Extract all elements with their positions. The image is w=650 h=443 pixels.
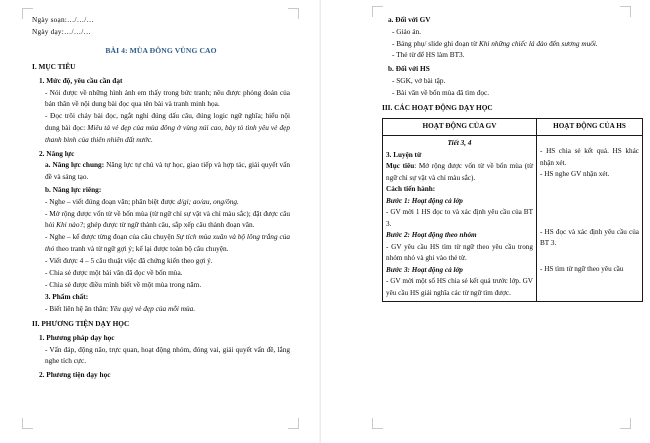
- gv-bullet-2: [382, 38, 632, 50]
- spec-bullet-2-text: - Mở rộng được vốn từ về bốn mùa (từ ngữ chỉ sự vật và chỉ màu sắc); đặt được câu hỏi: [45, 208, 290, 230]
- document-page-right: [320, 0, 650, 443]
- subsection-1: 1. Mức độ, yêu cầu cần đạt: [39, 75, 123, 85]
- table-header-row: [383, 118, 643, 136]
- spec-bullet-3-emphasis: Sự tích mùa xuân và bộ lông trắng của thỏ: [45, 232, 291, 254]
- quality-bullet: [32, 303, 290, 315]
- cell-spacer: [540, 181, 639, 227]
- spec-bullet-5: - Chia sẻ được một bài văn đã đọc về bốn mùa.: [45, 267, 183, 277]
- gv-bullet-2-mid: đến: [547, 38, 562, 48]
- crop-mark: [620, 418, 631, 429]
- method-heading: 1. Phương pháp dạy học: [39, 332, 115, 342]
- cell-spacer: [540, 250, 639, 264]
- objective-label: Mục tiêu: [386, 162, 415, 171]
- table-row: [383, 136, 643, 302]
- gv-bullet-2-text: - Bảng phụ/ slide ghi đoạn từ: [392, 38, 479, 48]
- date-taught: Ngày dạy:…/…/…: [32, 26, 91, 36]
- document-page-left: [0, 0, 320, 443]
- spec-bullet-1-text: - Nghe – viết đúng đoạn văn; phân biệt được: [45, 196, 178, 206]
- section-heading-ii: II. PHƯƠNG TIỆN DẠY HỌC: [32, 318, 130, 328]
- hs-response-3: - HS đọc và xác định yêu cầu của BT 3.: [540, 227, 639, 248]
- table-cell-gv: [383, 136, 537, 302]
- step-1-label: Bước 1: Hoạt động cả lớp: [386, 196, 463, 205]
- hs-bullet-1: - SGK, vở bài tập.: [392, 76, 446, 86]
- gv-bullet-3: - Thẻ từ để HS làm BT3.: [392, 50, 465, 60]
- spec-bullet-1: [32, 196, 290, 208]
- bullet-2: [32, 110, 290, 145]
- spec-bullet-2-tail: ; ghép được từ ngữ thành câu, sắp xếp câu thành đoạn văn.: [83, 220, 255, 230]
- spec-bullet-2-emphasis: Khi nào?: [56, 220, 84, 230]
- step-2-label: Bước 2: Hoạt động theo nhóm: [386, 231, 477, 240]
- spec-bullet-3-text: - Nghe – kể được từng đoạn của câu chuyện: [45, 232, 177, 242]
- hs-materials-label: b. Đối với HS: [388, 64, 430, 74]
- spec-bullet-3-tail: theo tranh và từ ngữ gợi ý; kể lại được toàn bộ câu chuyện.: [54, 244, 229, 254]
- step-3-text: - GV mời một số HS chia sẻ kết quả trước lớp. GV yêu cầu HS giải nghĩa các từ ngữ tìm được.: [386, 277, 533, 297]
- bullet-1: - Nói được về những hình ảnh em thấy trong bức tranh; nêu được phỏng đoán của bản thân về nội dung bài đọc qua tên bài và tranh minh họa.: [45, 87, 290, 109]
- spec-bullet-2: [32, 208, 290, 232]
- objective-line: [386, 161, 533, 184]
- page-right-content: [382, 12, 639, 302]
- competency-general-text: Năng lực tự chủ và tự học, giao tiếp và hợp tác, giải quyết vấn đề và sáng tạo.: [45, 160, 290, 182]
- section-heading-i: I. MỤC TIÊU: [32, 61, 76, 71]
- materials-heading: 2. Phương tiện dạy học: [39, 370, 111, 380]
- step-3-label: Bước 3: Hoạt động cả lớp: [386, 265, 463, 274]
- date-prepared: Ngày soạn:…/…/…: [32, 15, 94, 24]
- spec-bullet-4: - Viết được 4 – 5 câu thuật việc đã chứng kiến theo gợi ý.: [45, 255, 213, 265]
- gv-bullet-1: - Giáo án.: [392, 26, 421, 36]
- table-cell-hs: [537, 136, 643, 302]
- step-2-text: - GV yêu cầu HS tìm từ ngữ theo yêu cầu trong nhóm nhỏ và ghi vào thẻ từ.: [386, 242, 533, 263]
- gv-bullet-2-emphasis-start: Khi những chiếc lá đào: [478, 38, 548, 48]
- crop-mark: [372, 418, 383, 429]
- spec-bullet-3: [32, 231, 290, 255]
- activities-table: [382, 118, 643, 303]
- table-header-hs: HOẠT ĐỘNG CỦA HS: [537, 118, 643, 136]
- spec-bullet-1-emphasis: d/gi; ao/au, ong/ông.: [177, 196, 239, 206]
- hs-bullet-2: - Bài văn về bốn mùa đã tìm đọc.: [392, 87, 490, 97]
- activity-heading-3: 3. Luyện từ: [386, 150, 422, 159]
- page-left-content: [32, 14, 290, 381]
- hs-response-4: - HS tìm từ ngữ theo yêu cầu: [540, 264, 624, 273]
- competency-specific-label: b. Năng lực riêng:: [45, 185, 102, 195]
- subsection-3: 3. Phẩm chất:: [45, 292, 89, 302]
- spec-bullet-6: - Chia sẻ được điều mình biết về một mùa trong năm.: [45, 279, 202, 289]
- period-label: Tiết 3, 4: [447, 139, 472, 148]
- page-edge: [320, 0, 321, 443]
- step-1-text: - GV mời 1 HS đọc to và xác định yêu cầu của BT 3.: [386, 208, 533, 228]
- competency-general: [32, 159, 290, 183]
- procedure-label: Cách tiến hành:: [386, 185, 436, 194]
- crop-mark: [288, 418, 299, 429]
- gv-materials-label: a. Đối với GV: [388, 15, 431, 24]
- bullet-2-text: - Đọc trôi chảy bài đọc, ngắt nghỉ đúng dấu câu, đúng logic ngữ nghĩa; hiểu nội dung bài đọc:: [45, 111, 290, 132]
- section-heading-iii: III. CÁC HOẠT ĐỘNG DẠY HỌC: [382, 102, 493, 112]
- cell-spacer: [540, 138, 639, 146]
- gv-bullet-2-emphasis-end: sương muối.: [561, 38, 598, 48]
- objective-text: : Mở rộng được vốn từ về bốn mùa (từ ngữ chỉ sự vật và chỉ màu sắc).: [386, 162, 533, 182]
- subsection-2: 2. Năng lực: [39, 148, 75, 158]
- competency-general-label: a. Năng lực chung:: [45, 160, 105, 170]
- table-header-gv: HOẠT ĐỘNG CỦA GV: [383, 118, 537, 136]
- crop-mark: [22, 418, 33, 429]
- method-bullet: - Vấn đáp, động não, trực quan, hoạt động nhóm, đóng vai, giải quyết vấn đề, lắng nghe tích cực.: [45, 344, 290, 366]
- lesson-title: BÀI 4: MÙA ĐÔNG VÙNG CAO: [105, 45, 217, 55]
- hs-response-1: - HS chia sẻ kết quả. HS khác nhận xét.: [540, 147, 639, 167]
- quality-bullet-text: - Biết liên hệ ăn thân:: [45, 304, 110, 314]
- bullet-2-emphasis: Miêu tả vẻ đẹp của mùa đông ở vùng núi cao, bày tỏ tình yêu vẻ đẹp thanh bình của thiên nhiên đất nước.: [45, 122, 291, 144]
- hs-response-2: - HS nghe GV nhận xét.: [540, 170, 610, 179]
- quality-bullet-emphasis: Yêu quý vẻ đẹp của mỗi mùa.: [109, 304, 196, 314]
